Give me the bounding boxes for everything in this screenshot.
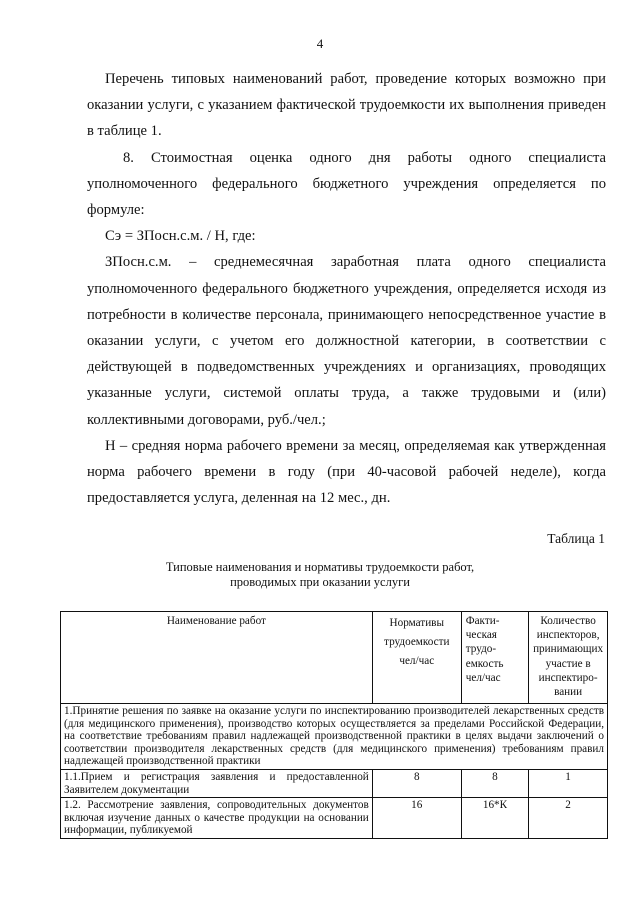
table-title — [0, 560, 640, 590]
table-title-line1: Типовые наименования и нормативы трудоемкости работ, — [165, 560, 475, 574]
table-group-row — [61, 704, 608, 770]
paragraph-table-reference: Перечень типовых наименований работ, проведение которых возможно при оказании услуги, с указанием фактической трудоемкости их выполнения приведен в таблице 1. — [87, 71, 606, 140]
row-1-2-inspectors: 2 — [529, 798, 608, 839]
page-number: 4 — [316, 36, 324, 51]
table-title-line2: проводимых при оказании услуги — [230, 575, 410, 589]
row-1-1-norm: 8 — [372, 769, 461, 797]
table-row — [61, 798, 608, 839]
formula: Сэ = ЗПосн.с.м. / Н, где: — [105, 228, 256, 245]
item-number: 8. — [123, 149, 134, 166]
table-label: Таблица 1 — [547, 531, 605, 546]
row-1-2-name: 1.2. Рассмотрение заявления, сопроводительных документов включая изучение данных о качестве продукции на основании информации, публикуемой — [61, 798, 373, 839]
row-1-1-inspectors: 1 — [529, 769, 608, 797]
document-body — [87, 66, 606, 511]
paragraph-salary-definition: ЗПосн.с.м. – среднемесячная заработная плата одного специалиста уполномоченного федерального бюджетного учреждения, определяется исходя из потребности в количестве персонала, принимающего непосредственное участие в оказании услуги, с учетом его должностной категории, в соответствии с действующей в подведомственных учреждениях и организациях, проводящих указанные услуги, системой оплаты труда, а также трудовыми и (или) коллективными договорами, руб./чел.; — [87, 254, 606, 428]
header-actual-labor: Факти-ческая трудо-емкость чел/час — [461, 612, 528, 704]
header-norm-labor: Нормативы трудоемкости чел/час — [372, 612, 461, 704]
table-row — [61, 769, 608, 797]
header-work-name: Наименование работ — [61, 612, 373, 704]
row-1-2-norm: 16 — [372, 798, 461, 839]
row-1-1-name: 1.1.Прием и регистрация заявления и предоставленной Заявителем документации — [61, 769, 373, 797]
header-inspectors-count: Количество инспекторов, принимающих участие в инспектиро-вании — [529, 612, 608, 704]
works-table — [60, 611, 608, 839]
group-1-title: 1.Принятие решения по заявке на оказание услуги по инспектированию производителей лекарственных средств (для медицинского применения), производство которых осуществляется за пределами Российской Федерации, на соответствие требованиям правил надлежащей производственной практики в целях выдачи заключений о соответствии производителя лекарственных средств (для медицинского применения) требованиям правил надлежащей производственной практики — [61, 704, 608, 770]
table-header-row — [61, 612, 608, 704]
paragraph-item-8 — [87, 145, 606, 224]
paragraph-norm-definition: Н – средняя норма рабочего времени за месяц, определяемая как утвержденная норма рабочего времени в году (при 40-часовой рабочей неделе), когда предоставляется услуга, деленная на 12 мес., дн. — [87, 437, 606, 507]
row-1-2-fact: 16*К — [461, 798, 528, 839]
row-1-1-fact: 8 — [461, 769, 528, 797]
item-8-text: Стоимостная оценка одного дня работы одного специалиста уполномоченного федерального бюджетного учреждения определяется по формуле: — [87, 149, 606, 219]
